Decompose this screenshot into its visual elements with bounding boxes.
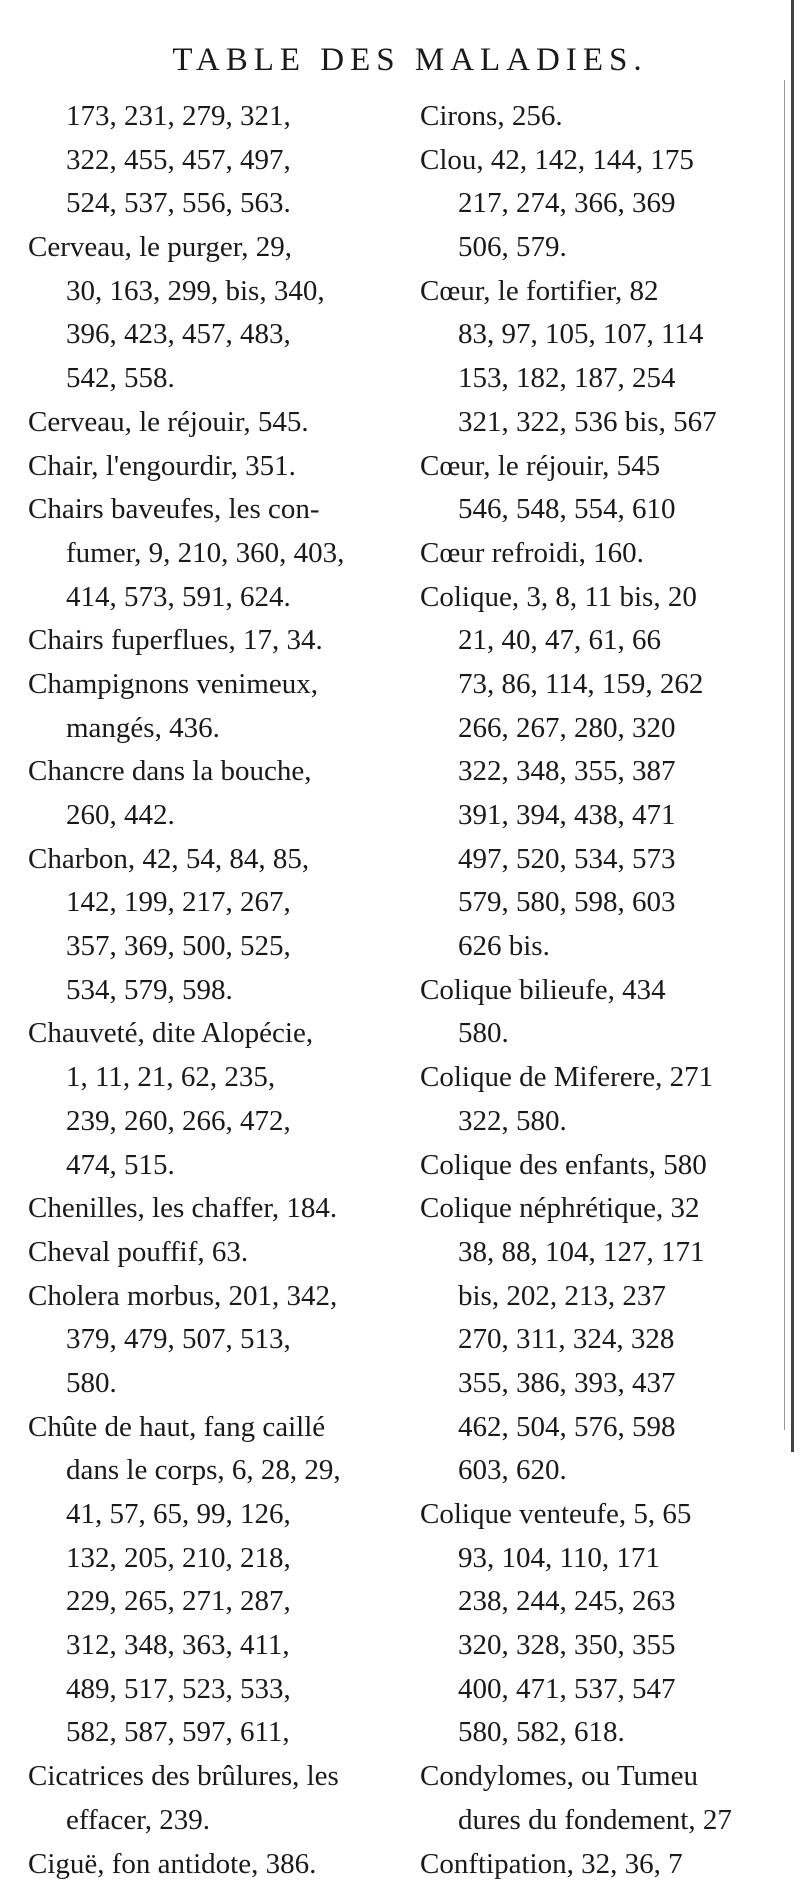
index-line: 322, 580.	[420, 1100, 780, 1144]
index-line: bis, 202, 213, 237	[420, 1275, 780, 1319]
index-line: Cœur, le fortifier, 82	[420, 270, 780, 314]
index-line: 546, 548, 554, 610	[420, 488, 780, 532]
index-line: 21, 40, 47, 61, 66	[420, 619, 780, 663]
index-line: Condylomes, ou Tumeu	[420, 1755, 780, 1799]
index-line: Colique de Miferere, 271	[420, 1056, 780, 1100]
index-line: 322, 455, 457, 497,	[28, 139, 418, 183]
page-edge	[791, 0, 794, 1452]
index-line: 379, 479, 507, 513,	[28, 1318, 418, 1362]
index-line: 391, 394, 438, 471	[420, 794, 780, 838]
page-edge-shadow	[784, 80, 785, 1430]
left-column	[28, 95, 418, 1886]
index-line: Colique néphrétique, 32	[420, 1187, 780, 1231]
index-line: 582, 587, 597, 611,	[28, 1711, 418, 1755]
index-line: 534, 579, 598.	[28, 969, 418, 1013]
index-line: 580, 582, 618.	[420, 1711, 780, 1755]
right-column	[420, 95, 780, 1886]
index-line: 579, 580, 598, 603	[420, 881, 780, 925]
index-line: 38, 88, 104, 127, 171	[420, 1231, 780, 1275]
index-line: 322, 348, 355, 387	[420, 750, 780, 794]
index-line: dans le corps, 6, 28, 29,	[28, 1449, 418, 1493]
index-line: 357, 369, 500, 525,	[28, 925, 418, 969]
index-line: Colique venteufe, 5, 65	[420, 1493, 780, 1537]
index-line: 73, 86, 114, 159, 262	[420, 663, 780, 707]
index-line: 217, 274, 366, 369	[420, 182, 780, 226]
index-line: dures du fondement, 27	[420, 1799, 780, 1843]
index-line: 603, 620.	[420, 1449, 780, 1493]
index-line: Colique des enfants, 580	[420, 1144, 780, 1188]
index-line: mangés, 436.	[28, 707, 418, 751]
index-line: 312, 348, 363, 411,	[28, 1624, 418, 1668]
index-line: 580.	[28, 1362, 418, 1406]
index-line: 320, 328, 350, 355	[420, 1624, 780, 1668]
index-line: 524, 537, 556, 563.	[28, 182, 418, 226]
index-line: 142, 199, 217, 267,	[28, 881, 418, 925]
index-line: Cholera morbus, 201, 342,	[28, 1275, 418, 1319]
index-line: 396, 423, 457, 483,	[28, 313, 418, 357]
index-line: Charbon, 42, 54, 84, 85,	[28, 838, 418, 882]
index-line: 321, 322, 536 bis, 567	[420, 401, 780, 445]
index-line: 270, 311, 324, 328	[420, 1318, 780, 1362]
index-line: 93, 104, 110, 171	[420, 1537, 780, 1581]
index-line: 260, 442.	[28, 794, 418, 838]
index-line: Colique, 3, 8, 11 bis, 20	[420, 576, 780, 620]
index-line: 489, 517, 523, 533,	[28, 1668, 418, 1712]
index-line: Clou, 42, 142, 144, 175	[420, 139, 780, 183]
index-line: 153, 182, 187, 254	[420, 357, 780, 401]
index-line: Chair, l'engourdir, 351.	[28, 445, 418, 489]
index-line: Ciguë, fon antidote, 386.	[28, 1843, 418, 1886]
index-line: Cœur, le réjouir, 545	[420, 445, 780, 489]
index-line: 238, 244, 245, 263	[420, 1580, 780, 1624]
index-line: 580.	[420, 1012, 780, 1056]
running-title: TABLE DES MALADIES.	[60, 42, 760, 79]
index-line: 400, 471, 537, 547	[420, 1668, 780, 1712]
index-line: 497, 520, 534, 573	[420, 838, 780, 882]
index-line: Cheval pouffif, 63.	[28, 1231, 418, 1275]
index-line: 462, 504, 576, 598	[420, 1406, 780, 1450]
index-line: Champignons venimeux,	[28, 663, 418, 707]
index-line: Cerveau, le purger, 29,	[28, 226, 418, 270]
index-line: 173, 231, 279, 321,	[28, 95, 418, 139]
index-line: 506, 579.	[420, 226, 780, 270]
index-line: Colique bilieufe, 434	[420, 969, 780, 1013]
index-line: 41, 57, 65, 99, 126,	[28, 1493, 418, 1537]
index-line: Conftipation, 32, 36, 7	[420, 1843, 780, 1886]
index-line: 132, 205, 210, 218,	[28, 1537, 418, 1581]
index-line: Chairs fuperflues, 17, 34.	[28, 619, 418, 663]
index-line: 30, 163, 299, bis, 340,	[28, 270, 418, 314]
index-line: 414, 573, 591, 624.	[28, 576, 418, 620]
index-line: Chairs baveufes, les con-	[28, 488, 418, 532]
index-line: 474, 515.	[28, 1144, 418, 1188]
index-line: Cicatrices des brûlures, les	[28, 1755, 418, 1799]
index-line: 626 bis.	[420, 925, 780, 969]
index-line: fumer, 9, 210, 360, 403,	[28, 532, 418, 576]
index-line: Chenilles, les chaffer, 184.	[28, 1187, 418, 1231]
index-line: Chûte de haut, fang caillé	[28, 1406, 418, 1450]
index-line: Cirons, 256.	[420, 95, 780, 139]
index-line: 229, 265, 271, 287,	[28, 1580, 418, 1624]
index-line: 83, 97, 105, 107, 114	[420, 313, 780, 357]
index-line: Cerveau, le réjouir, 545.	[28, 401, 418, 445]
index-line: 542, 558.	[28, 357, 418, 401]
index-line: 1, 11, 21, 62, 235,	[28, 1056, 418, 1100]
index-line: Chancre dans la bouche,	[28, 750, 418, 794]
index-line: Chauveté, dite Alopécie,	[28, 1012, 418, 1056]
index-line: Cœur refroidi, 160.	[420, 532, 780, 576]
index-line: 266, 267, 280, 320	[420, 707, 780, 751]
index-line: 355, 386, 393, 437	[420, 1362, 780, 1406]
index-line: 239, 260, 266, 472,	[28, 1100, 418, 1144]
index-line: effacer, 239.	[28, 1799, 418, 1843]
